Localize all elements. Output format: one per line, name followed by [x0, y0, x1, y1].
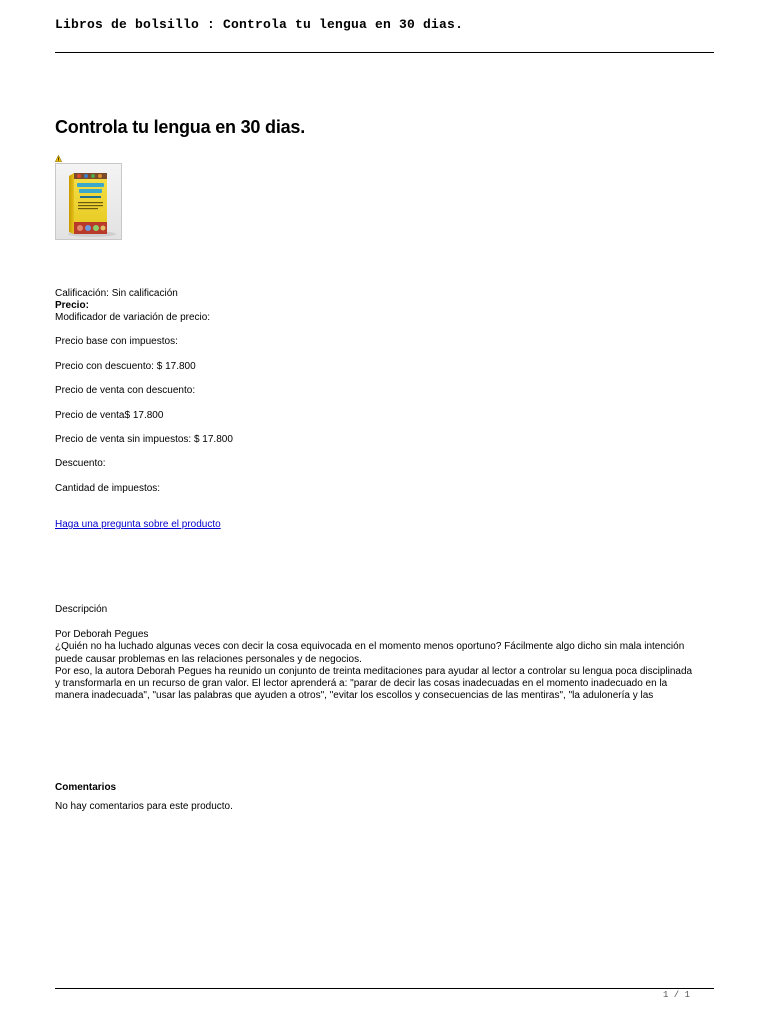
broken-image-warning-icon	[55, 155, 62, 162]
sale-price-without-tax: Precio de venta sin impuestos: $ 17.800	[55, 433, 233, 445]
book-cover-image[interactable]	[55, 163, 122, 240]
description-author: Por Deborah Pegues	[55, 629, 149, 640]
header-divider	[55, 52, 714, 53]
price-details	[55, 288, 714, 495]
discounted-price: Precio con descuento: $ 17.800	[55, 360, 196, 372]
book-cover-illustration	[56, 164, 122, 240]
comments-heading: Comentarios	[55, 782, 117, 793]
discount: Descuento:	[55, 458, 106, 470]
page-number: 1 / 1	[663, 990, 691, 1000]
product-title: Controla tu lengua en 30 dias.	[55, 117, 306, 137]
description-body	[55, 629, 717, 703]
description-heading: Descripción	[55, 604, 108, 615]
description-line: y transformarla en un recurso de gran valor. El lector aprenderá a: "parar de decir las cosas inadecuadas en el momento inadecuado en la	[55, 678, 668, 690]
description-line: puede causar problemas en las relaciones personales y de negocios.	[55, 653, 362, 665]
description-line: manera inadecuada", "usar las palabras que ayuden a otros", "evitar los escollos y consecuencias de las mentiras", "la adulonería y las	[55, 690, 654, 702]
base-price-with-tax: Precio base con impuestos:	[55, 336, 178, 348]
sale-price-with-discount: Precio de venta con descuento:	[55, 385, 196, 397]
comments-empty-text: No hay comentarios para este producto.	[55, 801, 233, 812]
ask-question-link[interactable]: Haga una pregunta sobre el producto	[55, 519, 221, 530]
description-line: ¿Quién no ha luchado algunas veces con decir la cosa equivocada en el momento menos oportuno? Fácilmente algo dicho sin mala intención	[55, 641, 685, 653]
footer-divider	[55, 988, 714, 989]
price-heading: Precio:	[55, 300, 89, 311]
tax-amount: Cantidad de impuestos:	[55, 482, 161, 494]
description-line: Por eso, la autora Deborah Pegues ha reunido un conjunto de treinta meditaciones para ayudar al lector a controlar su lengua poca disciplinada	[55, 665, 693, 677]
rating-text: Calificación: Sin calificación	[55, 288, 178, 299]
price-variation-modifier: Modificador de variación de precio:	[55, 312, 211, 323]
sale-price: Precio de venta$ 17.800	[55, 409, 164, 421]
header-title: Libros de bolsillo : Controla tu lengua en 30 dias.	[55, 17, 464, 32]
document-page	[55, 0, 714, 1024]
